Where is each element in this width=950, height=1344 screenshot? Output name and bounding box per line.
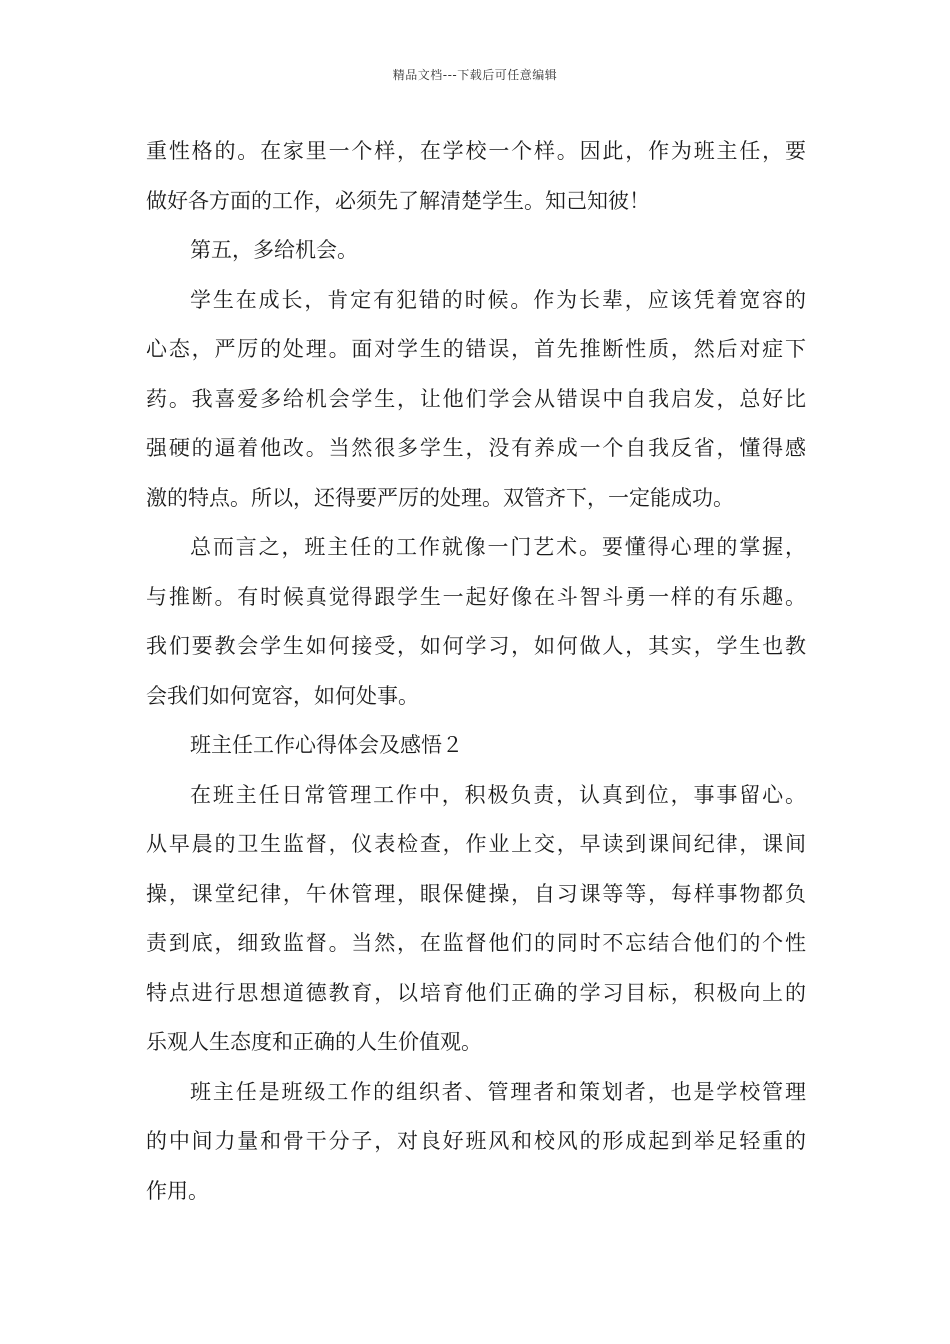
text-line: 的中间力量和骨干分子，对良好班风和校风的形成起到举足轻重的 [146, 1129, 806, 1153]
text-line: 会我们如何宽容，如何处事。 [146, 683, 419, 708]
text-line: 班主任是班级工作的组织者、管理者和策划者，也是学校管理 [190, 1079, 806, 1104]
text-line: 总而言之，班主任的工作就像一门艺术。要懂得心理的掌握， [190, 535, 806, 559]
page-header: 精品文档---下载后可任意编辑 [392, 68, 558, 82]
text-line: 乐观人生态度和正确的人生价值观。 [146, 1030, 482, 1054]
text-line: 重性格的。在家里一个样，在学校一个样。因此，作为班主任，要 [146, 139, 806, 163]
text-line: 学生在成长，肯定有犯错的时候。作为长辈，应该凭着宽容的 [190, 287, 806, 312]
section-heading: 班主任工作心得体会及感悟２ [190, 733, 463, 757]
text-line: 我们要教会学生如何接受，如何学习，如何做人，其实，学生也教 [146, 634, 806, 658]
text-line: 从早晨的卫生监督，仪表检查，作业上交，早读到课间纪律，课间 [146, 832, 806, 856]
text-line: 操，课堂纪律，午休管理，眼保健操，自习课等等，每样事物都负 [146, 881, 806, 906]
text-line: 在班主任日常管理工作中，积极负责，认真到位，事事留心。 [190, 782, 806, 807]
text-line: 药。我喜爱多给机会学生，让他们学会从错误中自我启发，总好比 [146, 386, 806, 411]
text-line: 责到底，细致监督。当然，在监督他们的同时不忘结合他们的个性 [146, 931, 806, 955]
text-line: 做好各方面的工作，必须先了解清楚学生。知己知彼！ [146, 188, 650, 213]
text-line: 作用。 [146, 1178, 209, 1203]
text-line: 激的特点。所以，还得要严厉的处理。双管齐下，一定能成功。 [146, 485, 734, 510]
document-body [146, 127, 806, 1216]
text-line: 心态，严厉的处理。面对学生的错误，首先推断性质，然后对症下 [146, 337, 806, 361]
text-line: 特点进行思想道德教育，以培育他们正确的学习目标，积极向上的 [146, 980, 806, 1005]
text-line: 与推断。有时候真觉得跟学生一起好像在斗智斗勇一样的有乐趣。 [146, 584, 806, 609]
text-line: 强硬的逼着他改。当然很多学生，没有养成一个自我反省，懂得感 [146, 436, 806, 460]
section-heading: 第五，多给机会。 [190, 238, 358, 262]
